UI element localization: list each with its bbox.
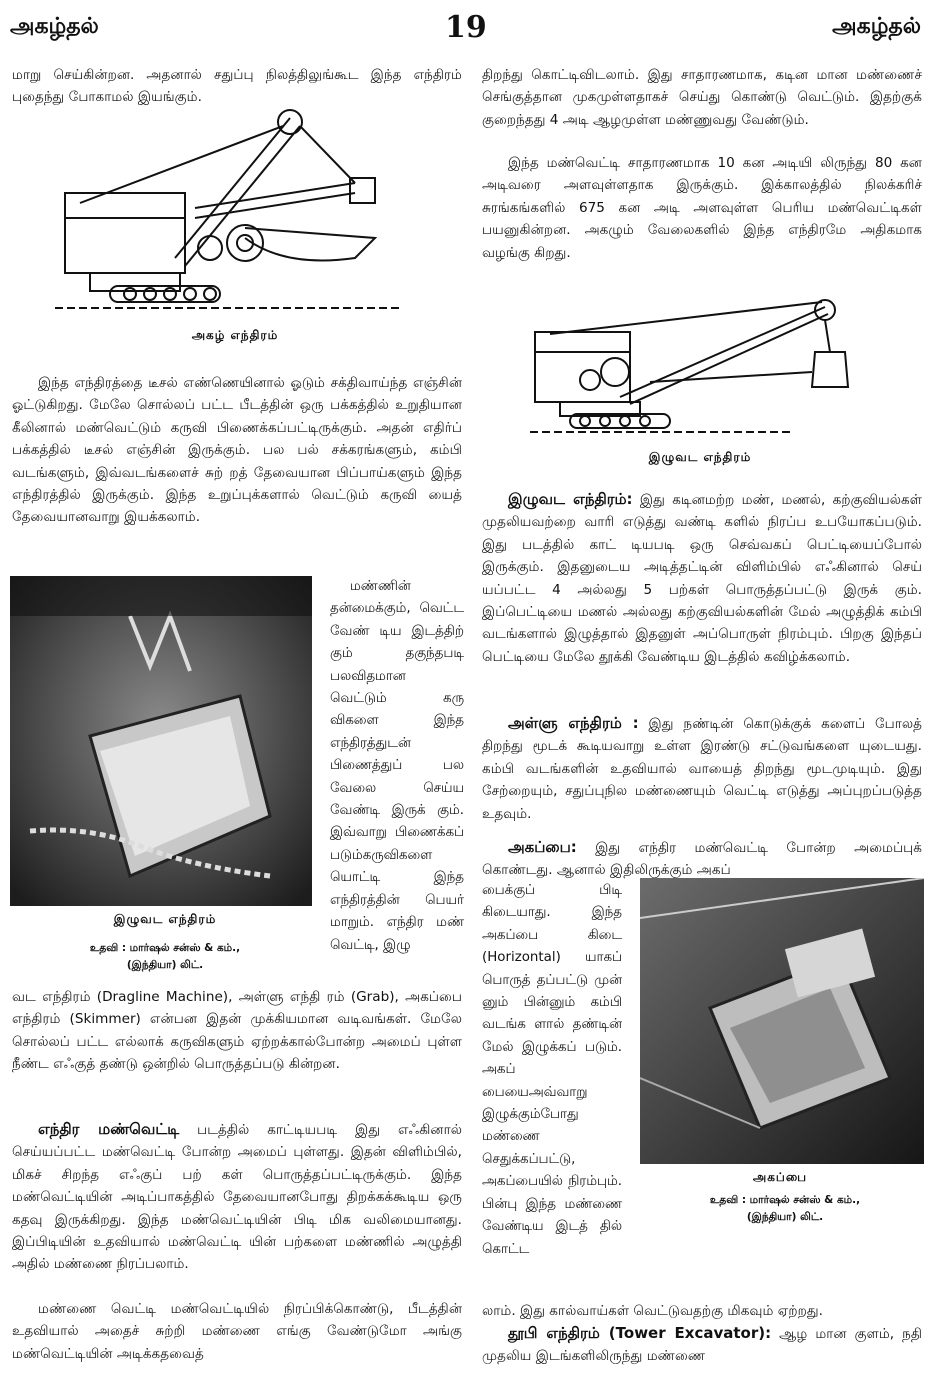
- photo2-credit-line1: உதவி : மார்ஷல் சன்ஸ் & கம்.,: [709, 1194, 861, 1206]
- skimmer-term: அகப்பை:: [508, 838, 577, 856]
- dragline-bucket-photo-svg: [10, 576, 312, 906]
- page-number: 19: [445, 10, 487, 45]
- right-paragraph-1: திறந்து கொட்டிவிடலாம். இது சாதாரணமாக, கடின மான மண்ணைச் செங்குத்தான முகமுள்ளதாகச் செய்து கொண்டு வெட்டும். இதற்குக் குறைந்தது 4 அடி ஆழமுள்ள மண்ணுவது வேண்டும்.: [482, 67, 922, 128]
- photo2-credit: [650, 1192, 920, 1226]
- skimmer-photo: [640, 878, 924, 1164]
- shovel-term: எந்திர மண்வெட்டி: [38, 1120, 180, 1138]
- running-title-right: அகழ்தல்: [832, 14, 921, 39]
- left-paragraph-4: [12, 1118, 462, 1276]
- photo1-credit: [20, 940, 310, 974]
- right-paragraph-4-body: இது நண்டின் கொடுக்குக் களைப் போலத் திறந்து மூடக் கூடியவாறு உள்ள இரண்டு சட்டுவங்களை யுடையது. கம்பி வடங்களின் உதவியால் வாயைத் திறந்து மூடமுடியும். இது சேற்றையும், சதுப்புநில மண்ணையும் வெட்டி எடுத்து அப்புறப்படுத்த உதவும்.: [482, 716, 922, 822]
- dragline-bucket-photo: [10, 576, 312, 906]
- photo2-credit-line2: (இந்தியா) லிட்.: [746, 1211, 824, 1223]
- right-paragraph-5: [482, 836, 922, 882]
- photo1-credit-line2: (இந்தியா) லிட்.: [126, 959, 204, 971]
- right-paragraph-5-continued: லாம். இது கால்வாய்கள் வெட்டுவதற்கு மிகவும் ஏற்றது.: [482, 1303, 823, 1319]
- left-paragraph-top: மாறு செய்கின்றன. அதனால் சதுப்பு நிலத்திலுங்கூட இந்த எந்திரம் புதைந்து போகாமல் இயங்கும்.: [12, 67, 462, 106]
- running-title-left: அகழ்தல்: [10, 14, 99, 39]
- grab-term: அள்ளு எந்திரம் :: [508, 714, 639, 732]
- right-paragraph-6-body: ஆழ மான குளம், நதி முதலிய இடங்களிலிருந்து மண்ணை: [482, 1326, 922, 1365]
- page-header: [0, 0, 933, 60]
- right-paragraph-6: [482, 1322, 922, 1368]
- left-paragraph-3-continued: வட எந்திரம் (Dragline Machine), அள்ளு எந்தி ரம் (Grab), அகப்பை எந்திரம் (Skimmer) என்பன இதன் முக்கியமான வடிவங்கள். மேலே சொல்லப் பட்ட எல்லாக் கருவிகளும் ஏற்றக்கால்போன்ற அமைப் புள்ள நீண்ட எஃகுத் தண்டு ஒன்றில் பொருத்தப்படு கின்றன.: [12, 989, 462, 1073]
- skimmer-photo-svg: [640, 878, 924, 1164]
- left-paragraph-4-body: படத்தில் காட்டியபடி இது எஃகினால் செய்யப்பட்ட மண்வெட்டி போன்ற அமைப் புள்ளது. இதன் விளிம்பில், மிகச் சிறந்த எஃகுப் பற் கள் பொருத்தப்பட்டிருக்கும். இந்த மண்வெட்டியின் அடிப்பாகத்தில் தேவையானபோது திறக்கக்கூடிய ஒரு கதவு இருக்கிறது. இந்த மண்வெட்டியின் பிடி மிக வலிமையானது. இப்பிடியின் உதவியால் மண்வெட்டி யின் பற்களை மண்ணில் அழுத்தி அதில் மண்ணை நிரப்பலாம்.: [12, 1122, 463, 1273]
- right-paragraph-3-body: இது கடினமற்ற மண், மணல், கற்குவியல்கள் முதலியவற்றை வாரி எடுத்து வண்டி களில் நிரப்ப உபயோகப்படும். இது படத்தில் காட் டியபடி ஒரு செவ்வகப் பெட்டியைப்போல் இருக்கும். இதனுடைய அடித்தட்டின் விளிம்பில் எஃகினால் செய் யப்பட்ட 4 அல்லது 5 பற்கள் பொருத்தப்பட்டு இருக் கும். இப்பெட்டியை மணல் அல்லது கற்குவியல்களின் மேல் அழுத்திக் கம்பி வடங்களால் இழுத்தால் இதனுள் அப்பொருள் நிரம்பும். பிறகு இந்தப் பெட்டியை மேலே தூக்கி வேண்டிய இடத்தில் கவிழ்க்கலாம்.: [482, 492, 922, 665]
- dragline-drawing-svg: [530, 292, 860, 442]
- photo2-caption: அகப்பை: [752, 1170, 808, 1184]
- left-narrow-paragraph: மண்ணின் தன்மைக்கும், வெட்ட வேண் டிய இடத்திற் கும் தகுந்தபடி பலவிதமான வெட்டும் கரு விகளை இந்த எந்திரத்துடன் பிணைத்துப் பல வேலை செய்ய வேண்டி இருக் கும். இவ்வாறு பிணைக்கப் படும்கருவிகளை யொட்டி இந்த எந்திரத்தின் பெயர் மாறும். எந்திர மண் வெட்டி, இழு: [330, 579, 464, 953]
- right-paragraph-2: இந்த மண்வெட்டி சாதாரணமாக 10 கன அடியி லிருந்து 80 கன அடிவரை அளவுள்ளதாக இருக்கும். இக்காலத்தில் நிலக்கரிச் சுரங்கங்களில் 675 கன அடி அளவுள்ள பெரிய மண்வெட்டிகள் பயனுகின்றன. அகழும் வேலைகளில் இந்த எந்திரமே அதிகமாக வழங்கு கிறது.: [482, 155, 922, 261]
- tower-excavator-term: தூபி எந்திரம் (Tower Excavator):: [508, 1324, 772, 1342]
- figure2-caption: இழுவட எந்திரம்: [648, 450, 752, 464]
- left-paragraph-2: இந்த எந்திரத்தை டீசல் எண்ணெயினால் ஓடும் சக்திவாய்ந்த எஞ்சின் ஓட்டுகிறது. மேலே சொல்லப் பட்ட பீடத்தின் ஒரு பக்கத்தில் உறுதியான கீலினால் மண்வெட்டும் கருவி பிணைக்கப்பட்டிருக்கும். அதன் எதிர்ப் பக்கத்தில் டீசல் எஞ்சின் இருக்கும். பல பல் சக்கரங்களும், கம்பி வடங்களும், இவ்வடங்களைச் சுற் றத் தேவையான பிப்பாய்களும் இந்த எந்திரத்தில் இருக்கும். இந்த உறுப்புக்களால் வெட்டும் கருவி யைத் தேவையானவாறு இயக்கலாம்.: [12, 375, 462, 526]
- right-narrow-paragraph: பைக்குப் பிடி கிடையாது. இந்த அகப்பை கிடை (Horizontal) யாகப் பொருத் தப்பட்டு முன் னும் பின்னும் கம்பி வடங்க ளால் தண்டின் மேல் இழுக்கப் படும். அகப் பையைஅவ்வாறு இழுக்கும்போது மண்ணை செதுக்கப்பட்டு, அகப்பையில் நிரம்பும். பின்பு இந்த மண்ணை வேண்டிய இடத் தில் கொட்ட: [482, 883, 622, 1257]
- right-paragraph-3: [482, 488, 922, 668]
- photo1-credit-line1: உதவி : மார்ஷல் சன்ஸ் & கம்.,: [89, 942, 241, 954]
- excavator-drawing-svg: [55, 108, 400, 318]
- figure1-caption: அகழ் எந்திரம்: [191, 328, 279, 342]
- right-paragraph-5-body: இது எந்திர மண்வெட்டி போன்ற அமைப்புக் கொண்டது. ஆனால் இதிலிருக்கும் அகப்: [482, 840, 922, 879]
- dragline-term: இழுவட எந்திரம்:: [508, 490, 633, 508]
- right-paragraph-4: [482, 712, 922, 825]
- photo1-caption: இழுவட எந்திரம்: [113, 912, 217, 926]
- excavator-drawing: [55, 108, 400, 318]
- dragline-drawing: [530, 292, 860, 442]
- left-paragraph-5: மண்ணை வெட்டி மண்வெட்டியில் நிரப்பிக்கொண்டு, பீடத்தின் உதவியால் அதைச் சுற்றி மண்ணை எங்கு வேண்டுமோ அங்கு மண்வெட்டியின் அடிக்கதவைத்: [12, 1301, 462, 1362]
